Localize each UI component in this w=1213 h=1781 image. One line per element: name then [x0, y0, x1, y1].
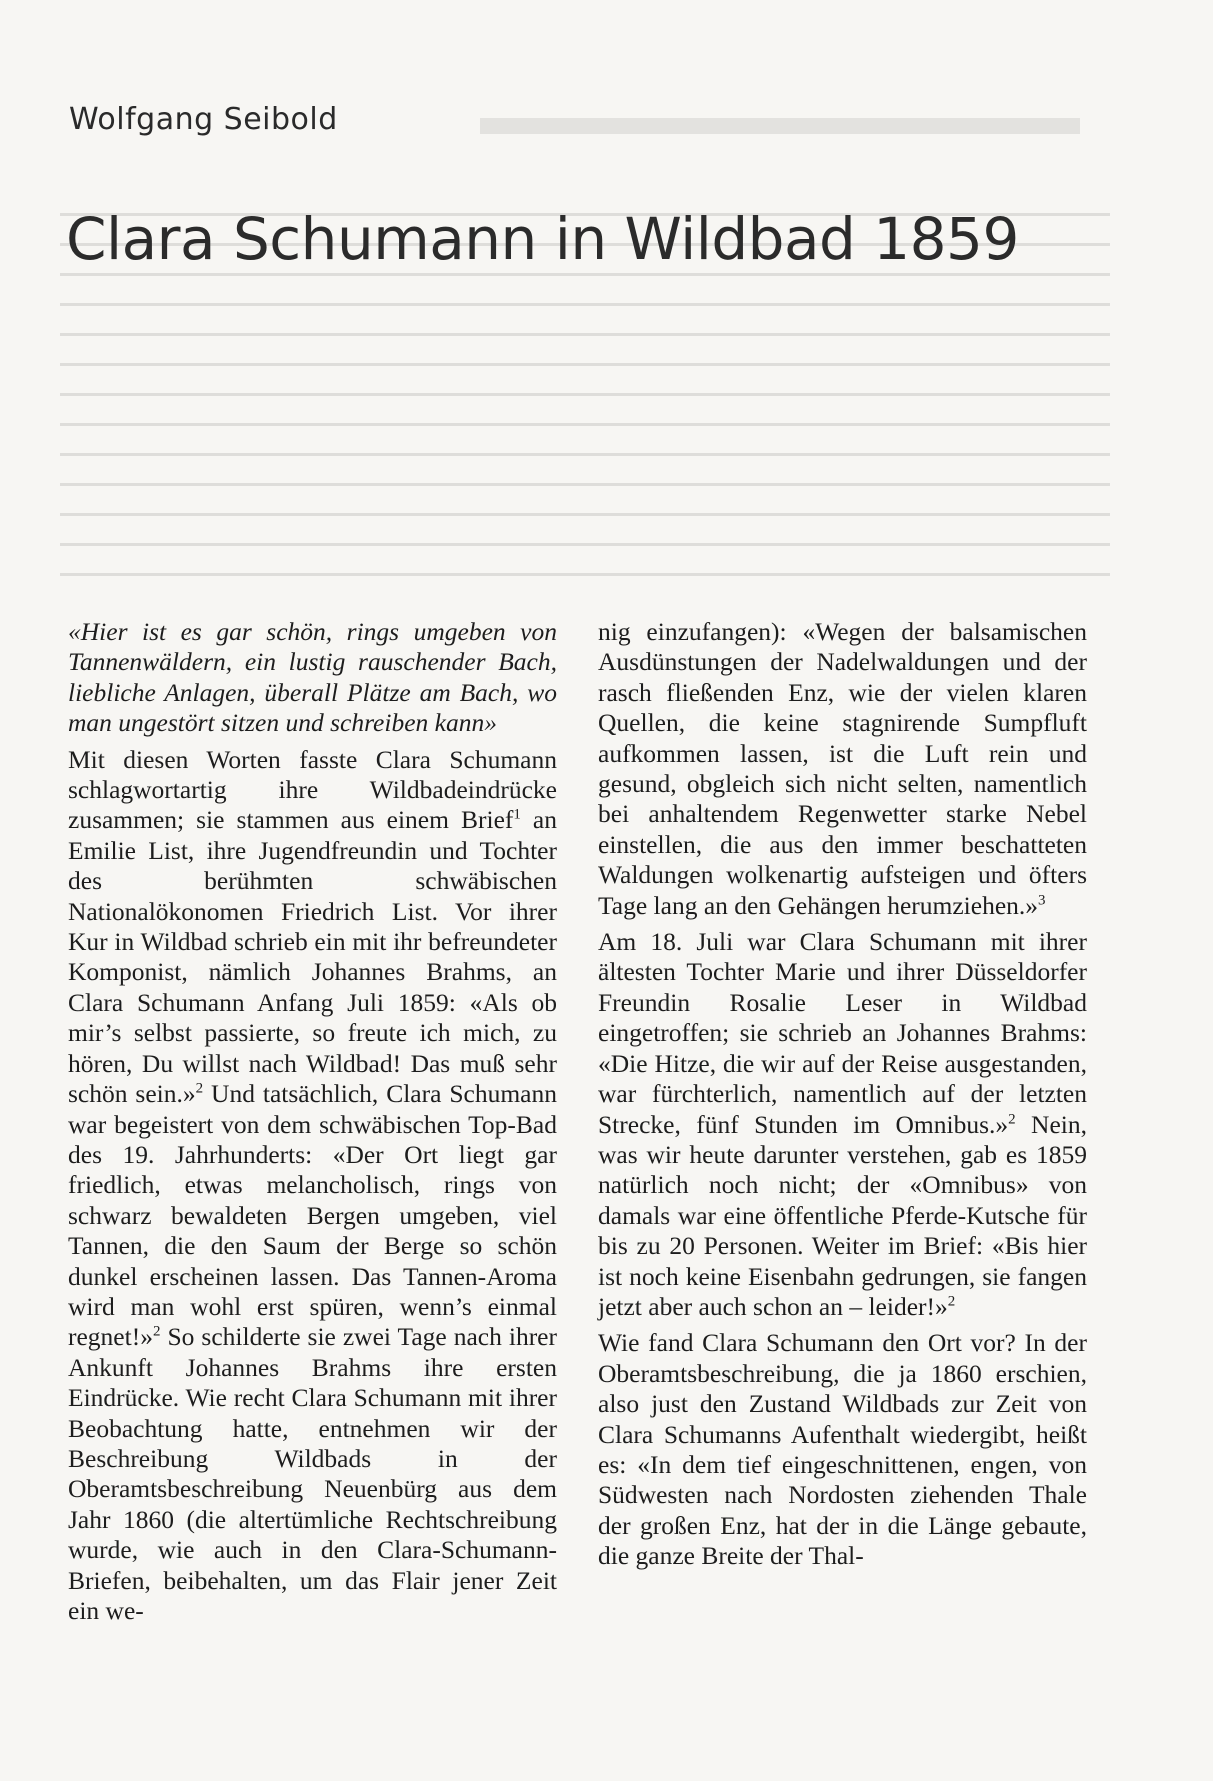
text-run: Am 18. Juli war Clara Schumann mit ihrer ältesten Tochter Marie und ihrer Düsseldorfer Freundin Rosalie Leser in Wildbad eingetroffen; sie schrieb an Johannes Brahms: «Die Hitze, die wir auf der Reise ausgestanden, war fürchterlich, namentlich auf der letzten Strecke, fünf Stunden im Omnibus.» [598, 927, 1087, 1139]
left-body-paragraph [68, 745, 557, 1627]
footnote-ref: 3 [1038, 892, 1046, 909]
right-paragraph-2 [598, 927, 1087, 1322]
text-run: Mit diesen Worten fasste Clara Schumann schlagwortartig ihre Wildbadeindrücke zusammen; sie stammen aus einem Brief [68, 744, 557, 835]
author-name: Wolfgang Seibold [69, 102, 338, 137]
article-title: Clara Schumann in Wildbad 1859 [66, 205, 1019, 273]
footnote-ref: 2 [947, 1293, 956, 1310]
text-run: Nein, was wir heute darunter verstehen, gab es 1859 natürlich noch nicht; der «Omnibus» von damals war eine öffentliche Pferde-Kutsche für bis zu 20 Personen. Weiter im Brief: «Bis hier ist noch keine Eisenbahn gedrungen, sie fangen jetzt aber auch schon an – leider!» [598, 1109, 1087, 1321]
footnote-ref: 1 [513, 806, 521, 823]
opening-quote: «Hier ist es gar schön, rings umgeben von Tannenwäldern, ein lustig rauschender Bach, liebliche Anlagen, überall Plätze am Bach, wo man ungestört sitzen und schreiben kann» [68, 617, 557, 738]
text-run: Und tatsächlich, Clara Schumann war begeistert von dem schwäbischen Top-Bad des 19. Jahrhunderts: «Der Ort liegt gar friedlich, etwas melancholisch, rings von schwarz bewaldeten Bergen umgeben, viel Tannen, die den Saum der Berge so schön dunkel erscheinen lassen. Das Tannen-Aroma wird man wohl erst spüren, wenn’s einmal regnet!» [68, 1079, 557, 1352]
right-paragraph-1 [598, 617, 1087, 921]
text-run: nig einzufangen): «Wegen der balsamischen Ausdünstungen der Nadelwaldungen und der rasch fließenden Enz, wie der vielen klaren Quellen, die keine stagnirende Sumpfluft aufkommen lassen, ist die Luft rein und gesund, obgleich sich nicht selten, namentlich bei anhaltendem Regenwetter starke Nebel einstellen, die aus den immer beschatteten Waldungen wolkenartig aufsteigen und öfters Tage lang an den Gehängen herumziehen.» [598, 617, 1087, 920]
text-run: an Emilie List, ihre Jugendfreundin und Tochter des berühmten schwäbischen Nationalökonomen Friedrich List. Vor ihrer Kur in Wildbad schrieb ein mit ihr befreundeter Komponist, nämlich Johannes Brahms, an Clara Schumann Anfang Juli 1859: «Als ob mir’s selbst passierte, so freute ich mich, zu hören, Du willst nach Wildbad! Das muß sehr schön sein.» [68, 805, 557, 1109]
bleed-through-header [480, 118, 1080, 134]
footnote-ref: 2 [1008, 1111, 1016, 1127]
right-paragraph-3: Wie fand Clara Schumann den Ort vor? In der Oberamtsbeschreibung, die ja 1860 erschien, also just den Zustand Wildbads zur Zeit von Clara Schumanns Aufenthalt wiedergibt, heißt es: «In dem tief eingeschnittenen, engen, von Südwesten nach Nordosten ziehenden Thale der großen Enz, hat der in die Länge gebaute, die ganze Breite der Thal- [598, 1328, 1087, 1571]
text-run: So schilderte sie zwei Tage nach ihrer Ankunft Johannes Brahms ihre ersten Eindrücke. Wie recht Clara Schumann mit ihrer Beobachtung hatte, entnehmen wir der Beschreibung Wildbads in der Oberamtsbeschreibung Neuenbürg aus dem Jahr 1860 (die altertümliche Rechtschreibung wurde, wie auch in den Clara-Schumann-Briefen, beibehalten, um das Flair jener Zeit ein we- [68, 1322, 557, 1625]
footnote-ref: 2 [152, 1323, 161, 1340]
footnote-ref: 2 [195, 1080, 204, 1097]
left-column [68, 617, 557, 1626]
right-column [598, 617, 1087, 1572]
